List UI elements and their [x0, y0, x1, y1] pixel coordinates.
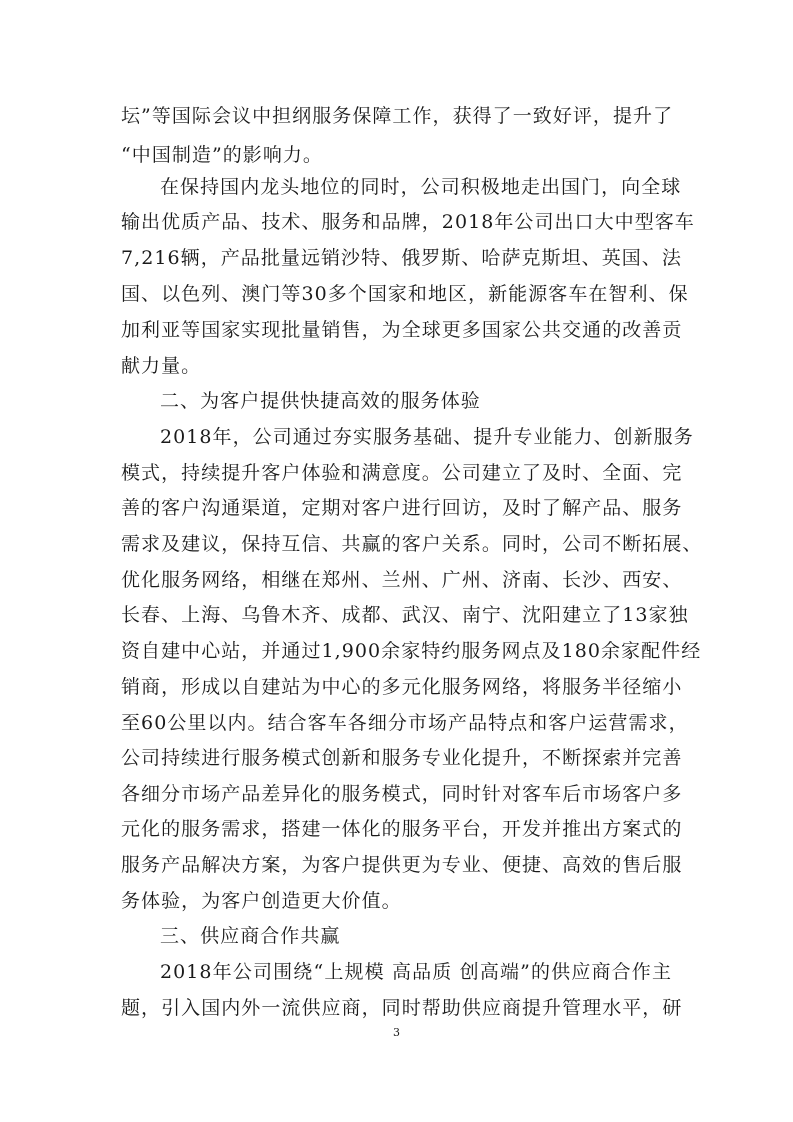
section-heading: 三、供应商合作共赢 [160, 925, 341, 947]
paragraph-first-line: 在保持国内龙头地位的同时，公司积极地走出国门，向全球 [160, 176, 682, 198]
text-line: 国、以色列、澳门等30多个国家和地区，新能源客车在智利、保 [121, 283, 689, 305]
text-line: 各细分市场产品差异化的服务模式，同时针对客车后市场客户多 [121, 783, 683, 805]
text-line: 坛”等国际会议中担纲服务保障工作，获得了一致好评，提升了 [121, 105, 674, 127]
text-line: 输出优质产品、技术、服务和品牌，2018年公司出口大中型客车 [121, 211, 695, 233]
text-line: “中国制造”的影响力。 [121, 144, 323, 166]
paragraph-first-line: 2018年公司围绕“上规模 高品质 创高端”的供应商合作主 [160, 961, 672, 983]
text-line: 销商，形成以自建站为中心的多元化服务网络，将服务半径缩小 [121, 676, 683, 698]
text-line: 7,216辆，产品批量远销沙特、俄罗斯、哈萨克斯坦、英国、法 [121, 247, 682, 269]
text-line: 至60公里以内。结合客车各细分市场产品特点和客户运营需求， [121, 712, 689, 734]
section-heading: 二、为客户提供快捷高效的服务体验 [160, 390, 481, 412]
text-line: 资自建中心站，并通过1,900余家特约服务网点及180余家配件经 [121, 640, 702, 662]
text-line: 模式，持续提升客户体验和满意度。公司建立了及时、全面、完 [121, 462, 683, 484]
text-line: 优化服务网络，相继在郑州、兰州、广州、济南、长沙、西安、 [121, 569, 683, 591]
text-line: 长春、上海、乌鲁木齐、成都、武汉、南宁、沈阳建立了13家独 [121, 604, 689, 626]
text-line: 加利亚等国家实现批量销售，为全球更多国家公共交通的改善贡 [121, 319, 683, 341]
text-line: 献力量。 [121, 355, 202, 377]
text-line: 服务产品解决方案，为客户提供更为专业、便捷、高效的售后服 [121, 854, 683, 876]
page-number: 3 [393, 1026, 400, 1039]
text-line: 需求及建议，保持互信、共赢的客户关系。同时，公司不断拓展、 [121, 533, 703, 555]
text-line: 善的客户沟通渠道，定期对客户进行回访，及时了解产品、服务 [121, 497, 683, 519]
paragraph-first-line: 2018年，公司通过夯实服务基础、提升专业能力、创新服务 [160, 426, 694, 448]
text-line: 公司持续进行服务模式创新和服务专业化提升，不断探索并完善 [121, 747, 683, 769]
text-line: 务体验，为客户创造更大价值。 [121, 890, 402, 912]
text-line: 元化的服务需求，搭建一体化的服务平台，开发并推出方案式的 [121, 818, 683, 840]
text-line: 题，引入国内外一流供应商，同时帮助供应商提升管理水平，研 [121, 997, 683, 1019]
